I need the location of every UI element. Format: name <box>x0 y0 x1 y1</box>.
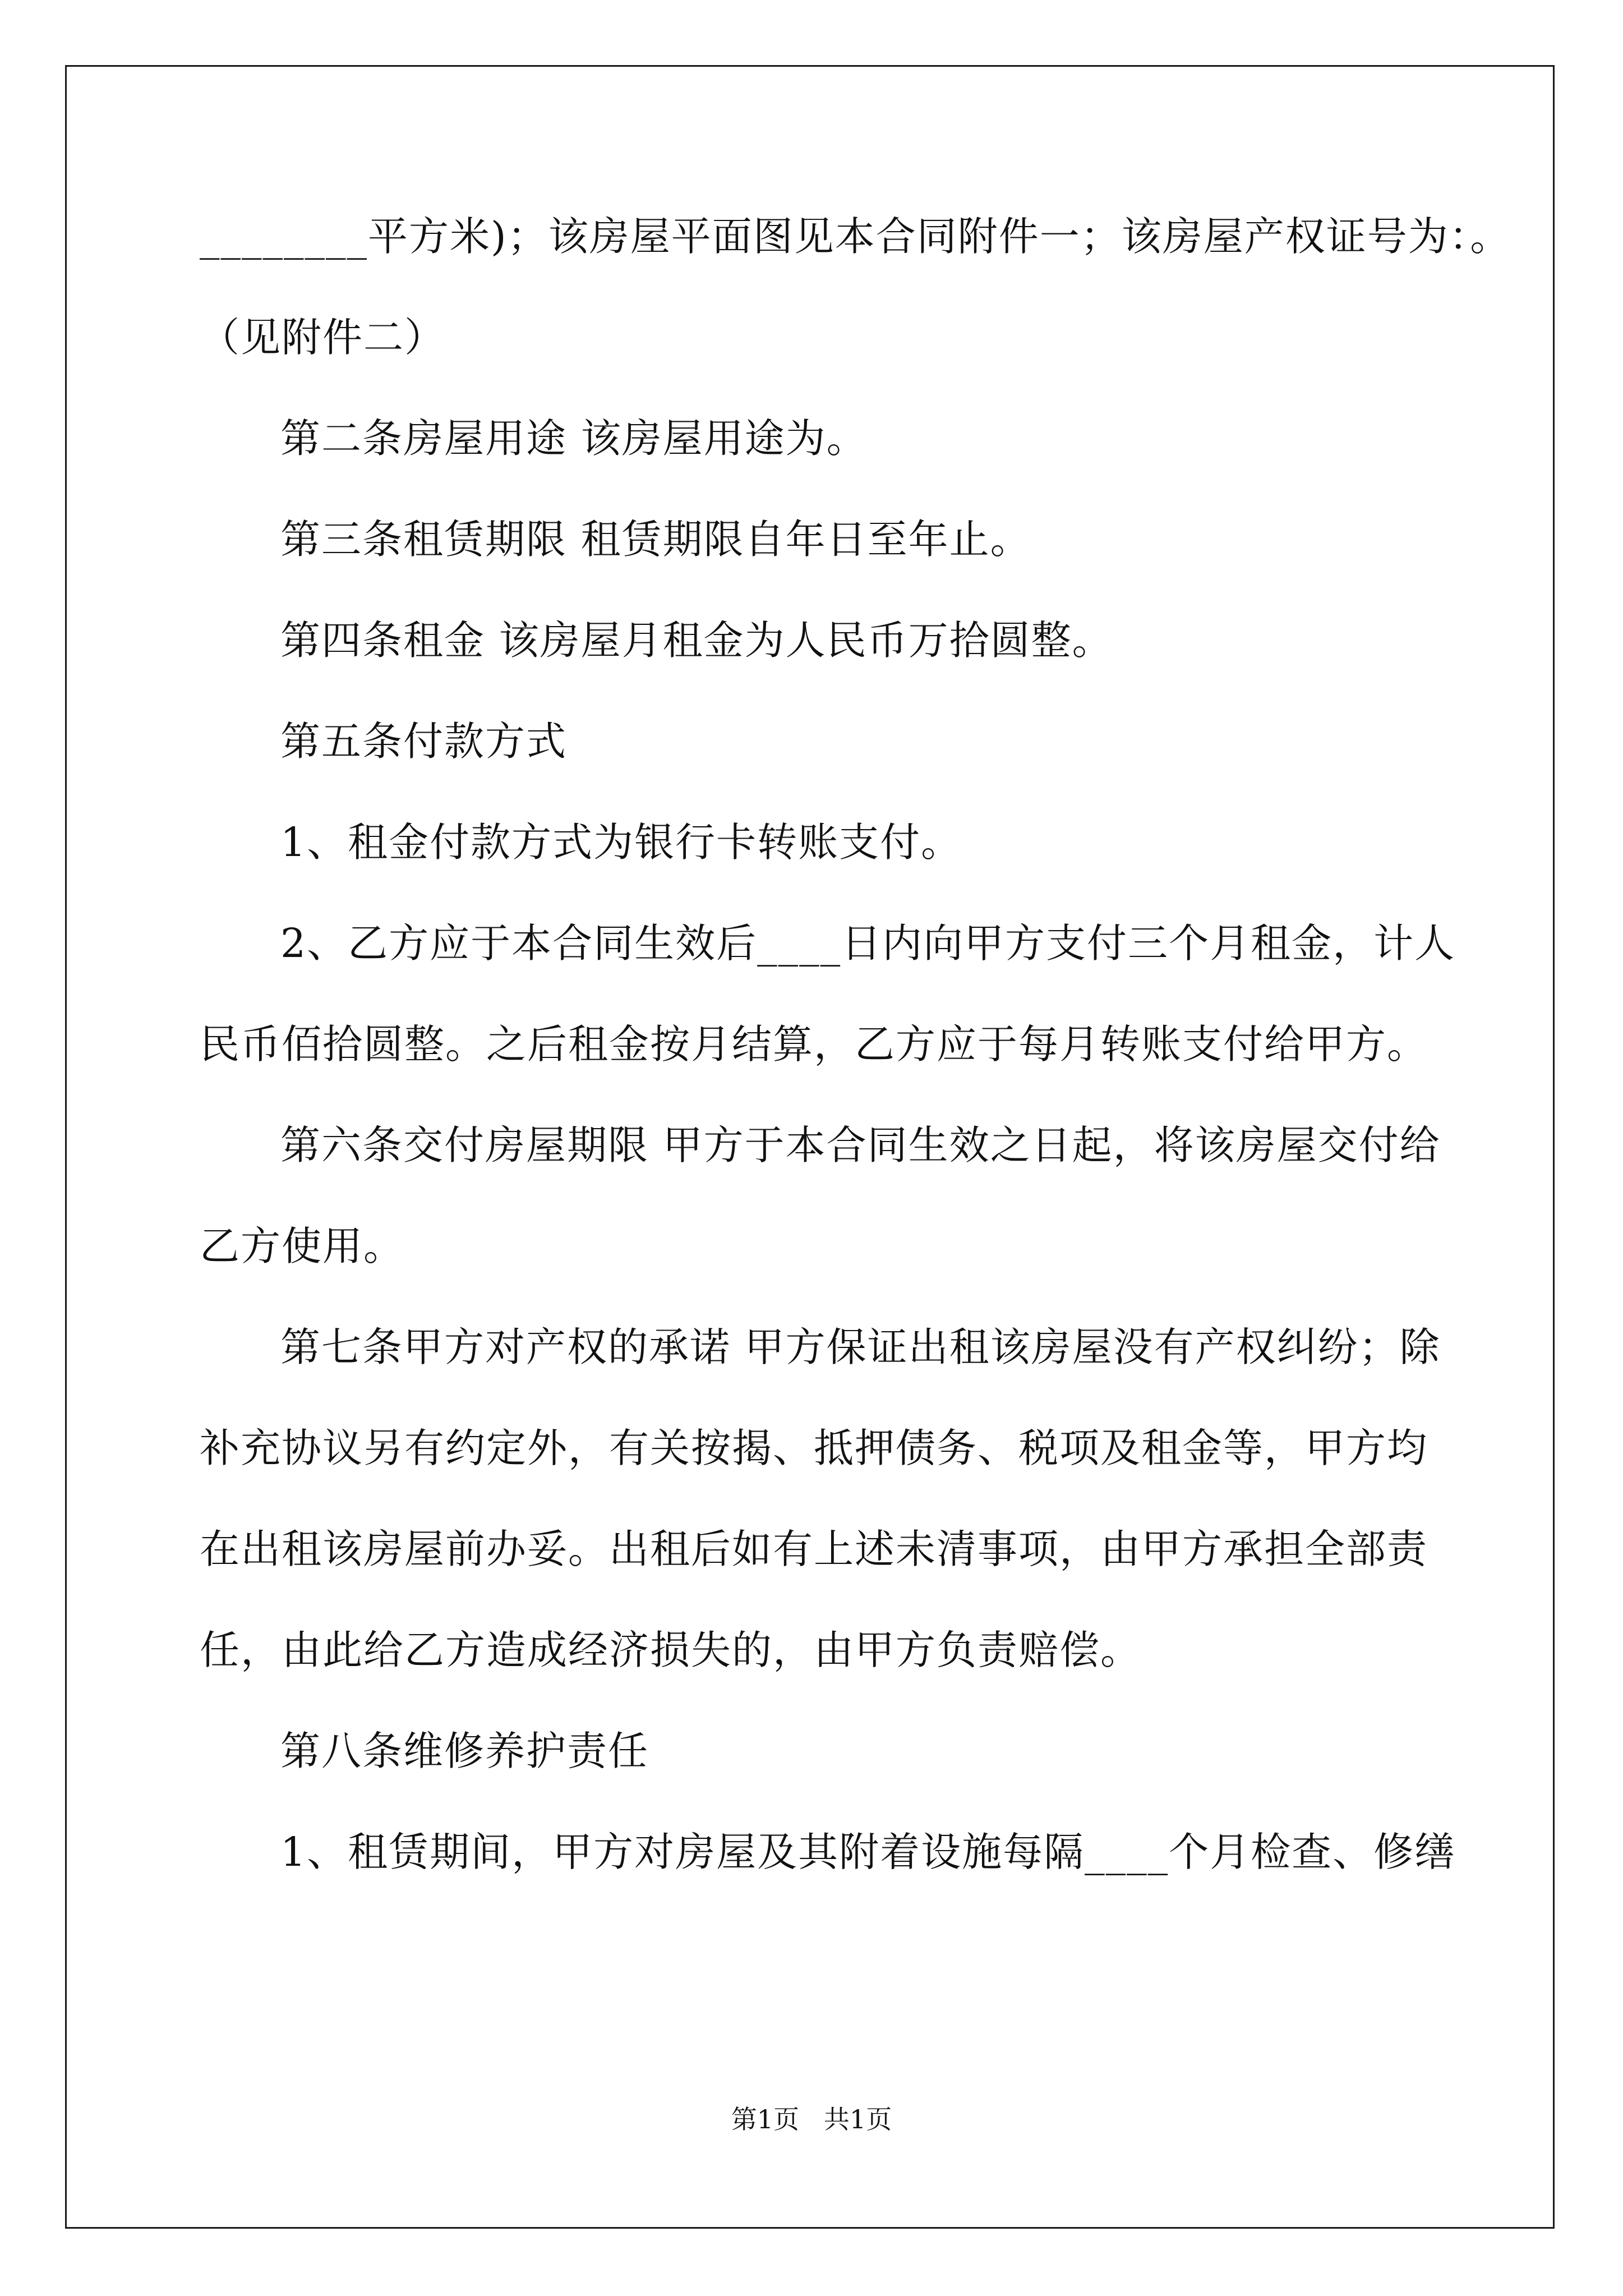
text-line: 第八条维修养护责任 <box>280 1728 649 1774</box>
text-line: 2、乙方应于本合同生效后____日内向甲方支付三个月租金，计人 <box>280 920 1456 967</box>
text-line: 第七条甲方对产权的承诺 甲方保证出租该房屋没有产权纠纷；除 <box>280 1324 1441 1370</box>
text-line: 1、租赁期间，甲方对房屋及其附着设施每隔____个月检查、修缮 <box>280 1829 1456 1875</box>
text-line: 第六条交付房屋期限 甲方于本合同生效之日起，将该房屋交付给 <box>280 1122 1441 1168</box>
text-line: 在出租该房屋前办妥。出租后如有上述未清事项，由甲方承担全部责 <box>200 1526 1428 1572</box>
text-line: 第二条房屋用途 该房屋用途为。 <box>280 415 868 462</box>
text-line: 第三条租赁期限 租赁期限自年日至年止。 <box>280 516 1031 563</box>
text-line: 补充协议另有约定外，有关按揭、抵押债务、税项及租金等，甲方均 <box>200 1425 1428 1471</box>
text-line: 任，由此给乙方造成经济损失的，由甲方负责赔偿。 <box>200 1627 1142 1673</box>
page-number-footer: 第1页 共1页 <box>731 2104 892 2134</box>
text-line: 第四条租金 该房屋月租金为人民币万拾圆整。 <box>280 617 1113 664</box>
text-line: 1、租金付款方式为银行卡转账支付。 <box>280 819 962 866</box>
text-line: ________平方米)；该房屋平面图见本合同附件一；该房屋产权证号为：。 <box>200 213 1511 260</box>
text-line: 第五条付款方式 <box>280 718 568 765</box>
text-line: 民币佰拾圆整。之后租金按月结算，乙方应于每月转账支付给甲方。 <box>200 1021 1428 1068</box>
text-line: 乙方使用。 <box>200 1223 405 1269</box>
text-line: （见附件二） <box>200 314 446 361</box>
